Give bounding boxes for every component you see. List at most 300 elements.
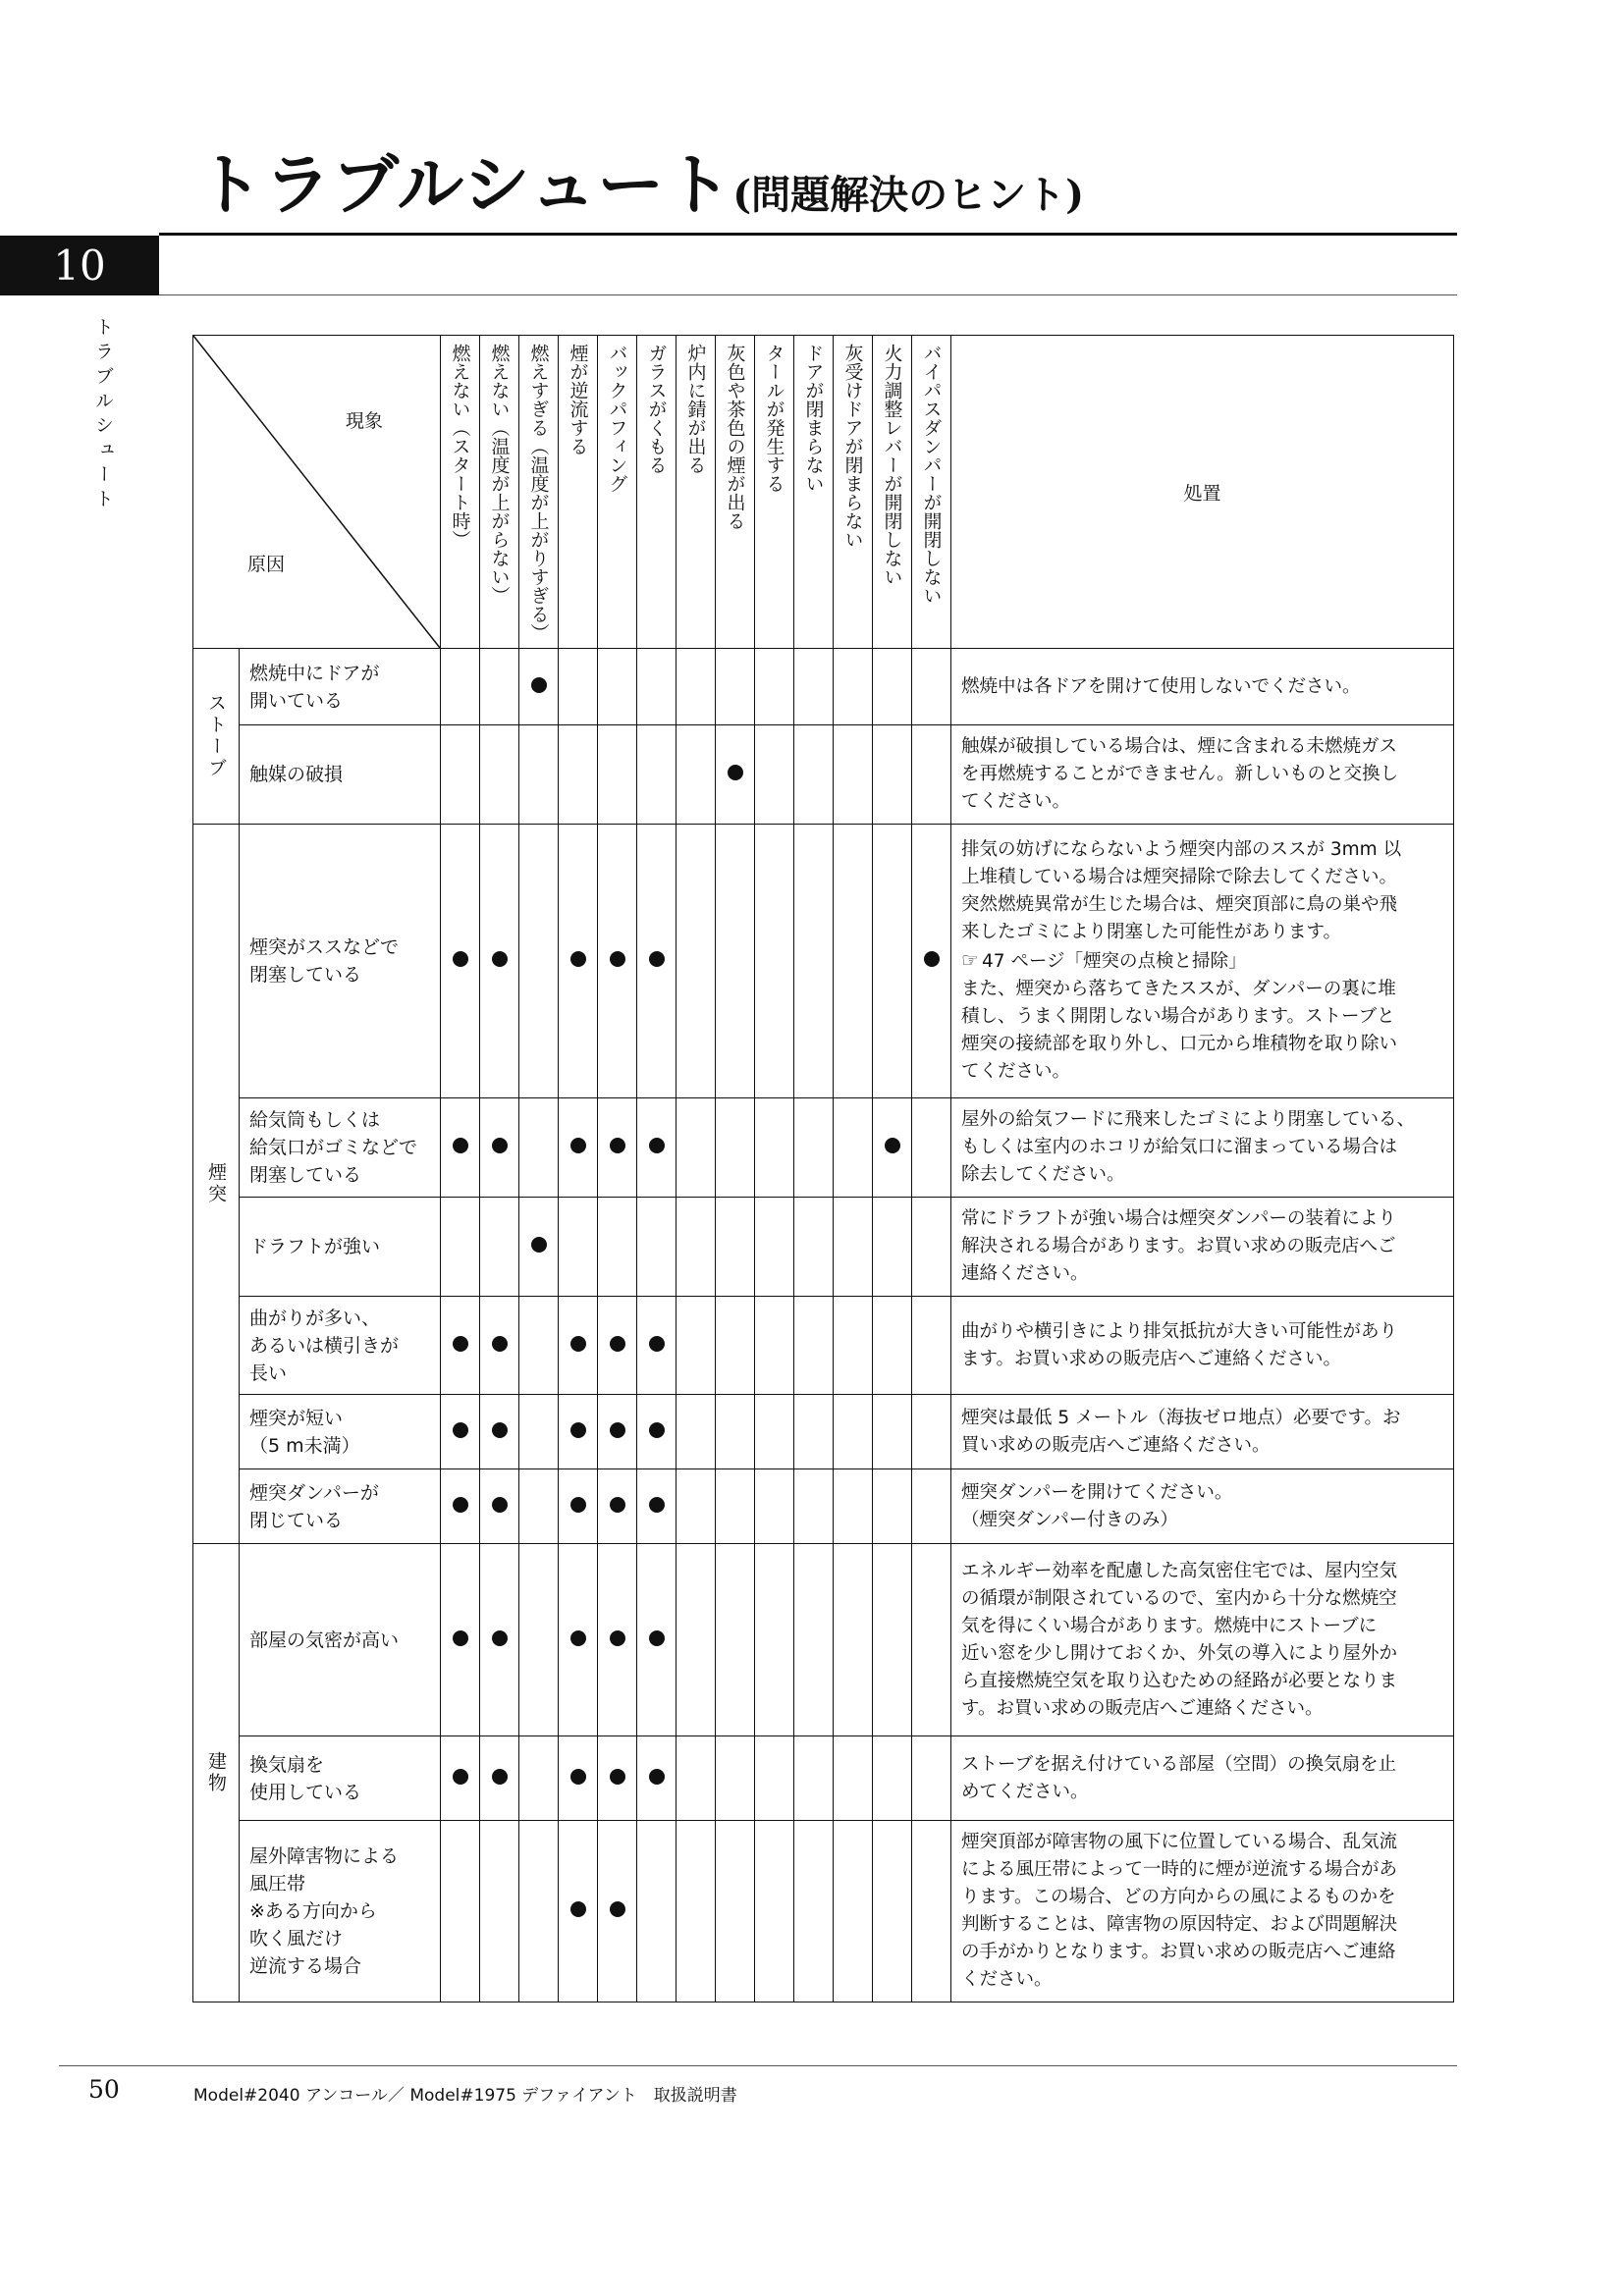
mark-cell: [716, 1544, 755, 1736]
text-line: ります。この場合、どの方向からの風によるものかを: [961, 1887, 1396, 1907]
symptom-label: 燃えない（スタート時）: [449, 344, 471, 549]
corner-label-cause: 原因: [247, 554, 286, 575]
mark-dot: [492, 1422, 508, 1438]
text-line: 曲がりが多い、: [249, 1307, 381, 1329]
mark-dot: [453, 1138, 468, 1153]
mark-cell: [519, 649, 559, 725]
text-line: 上堆積している場合は煙突掃除で除去してください。: [961, 867, 1398, 887]
mark-dot: [570, 1138, 586, 1153]
mark-cell: [834, 649, 873, 725]
mark-cell: [519, 1098, 559, 1198]
text-line: 解決される場合があります。お買い求めの販売店へご: [961, 1236, 1396, 1256]
treatment-cell: [951, 1098, 1454, 1198]
text-line: 来したゴミにより閉塞した可能性があります。: [961, 922, 1342, 942]
mark-cell: [598, 1736, 637, 1821]
mark-cell: [794, 1098, 834, 1198]
mark-dot: [570, 1901, 586, 1917]
mark-cell: [677, 649, 716, 725]
text-line: 燃焼中にドアが: [249, 662, 380, 684]
mark-dot: [492, 1138, 508, 1153]
text-line: 常にドラフトが強い場合は煙突ダンパーの装着により: [961, 1208, 1396, 1229]
footer-rule: [59, 2065, 1457, 2066]
mark-cell: [755, 1736, 794, 1821]
mark-cell: [677, 1098, 716, 1198]
mark-dot: [570, 1336, 586, 1352]
cause-cell: [240, 649, 441, 725]
mark-cell: [834, 1297, 873, 1395]
mark-cell: [677, 1395, 716, 1469]
page-title: [196, 133, 1084, 228]
header-row: [193, 336, 1454, 649]
treatment-cell: [951, 1297, 1454, 1395]
mark-cell: [755, 1098, 794, 1198]
mark-dot: [570, 1497, 586, 1513]
mark-cell: [598, 1198, 637, 1297]
text-line: あるいは横引きが: [249, 1334, 400, 1357]
symptom-header: [755, 336, 794, 649]
text-line: ください。: [961, 1969, 1053, 1990]
mark-cell: [834, 1821, 873, 2002]
text-line: てください。: [961, 1061, 1071, 1082]
mark-cell: [794, 1821, 834, 2002]
mark-cell: [637, 1469, 677, 1544]
symptom-label: ドアが閉まらない: [802, 344, 825, 493]
symptom-header: [873, 336, 912, 649]
table-row: [193, 1544, 1454, 1736]
symptom-header: [441, 336, 480, 649]
side-section-label: トラブルシュート: [92, 317, 114, 513]
mark-cell: [677, 1736, 716, 1821]
text-line: 閉じている: [249, 1509, 344, 1531]
mark-dot: [453, 1422, 468, 1438]
mark-dot: [492, 1630, 508, 1646]
mark-dot: [924, 951, 940, 967]
mark-dot: [610, 1422, 625, 1438]
mark-cell: [519, 1395, 559, 1469]
troubleshooting-table: [192, 335, 1454, 2002]
title-rule: [159, 233, 1457, 236]
table-row: [193, 1395, 1454, 1469]
mark-cell: [480, 1098, 519, 1198]
mark-cell: [912, 1469, 951, 1544]
mark-cell: [677, 1544, 716, 1736]
mark-cell: [755, 1469, 794, 1544]
mark-cell: [912, 1198, 951, 1297]
mark-cell: [519, 1297, 559, 1395]
mark-cell: [480, 1297, 519, 1395]
mark-cell: [794, 649, 834, 725]
mark-cell: [755, 1395, 794, 1469]
table-row: [193, 1098, 1454, 1198]
cause-cell: [240, 1198, 441, 1297]
title-main: トラブルシュート: [196, 146, 733, 225]
page-number: 50: [88, 2075, 120, 2104]
symptom-header: [677, 336, 716, 649]
mark-cell: [559, 825, 598, 1098]
mark-cell: [637, 725, 677, 825]
mark-cell: [637, 649, 677, 725]
mark-cell: [873, 1544, 912, 1736]
corner-header: [193, 336, 441, 649]
mark-cell: [637, 1297, 677, 1395]
text-line: 触媒の破損: [249, 764, 344, 785]
mark-cell: [637, 1198, 677, 1297]
mark-cell: [834, 1098, 873, 1198]
mark-dot: [492, 1497, 508, 1513]
corner-diagonal: [193, 336, 440, 648]
mark-cell: [873, 1469, 912, 1544]
treatment-cell: [951, 1469, 1454, 1544]
mark-cell: [873, 1395, 912, 1469]
mark-dot: [453, 1497, 468, 1513]
mark-dot: [610, 951, 625, 967]
treatment-cell: [951, 725, 1454, 825]
mark-cell: [480, 1821, 519, 2002]
mark-cell: [755, 725, 794, 825]
text-line: 吹く風だけ: [249, 1928, 344, 1949]
symptom-label: 炉内に錆が出る: [684, 344, 707, 474]
text-line: ドラフトが強い: [249, 1236, 381, 1257]
mark-cell: [441, 1297, 480, 1395]
treatment-cell: [951, 1736, 1454, 1821]
symptom-header: [912, 336, 951, 649]
text-line: 買い求めの販売店へご連絡ください。: [961, 1434, 1271, 1456]
treatment-header: 処置: [951, 336, 1454, 649]
mark-dot: [492, 1769, 508, 1785]
mark-cell: [912, 1297, 951, 1395]
mark-cell: [677, 1469, 716, 1544]
mark-dot: [453, 1630, 468, 1646]
treatment-cell: [951, 825, 1454, 1098]
symptom-header: [480, 336, 519, 649]
mark-cell: [873, 1297, 912, 1395]
mark-dot: [885, 1138, 900, 1153]
text-line: ストーブを据え付けている部屋（空間）の換気扇を止: [961, 1753, 1397, 1775]
treatment-cell: [951, 1395, 1454, 1469]
text-line: 煙突は最低 5 メートル（海抜ゼロ地点）必要です。お: [961, 1407, 1401, 1428]
mark-cell: [441, 725, 480, 825]
symptom-label: タールが発生する: [763, 344, 785, 493]
mark-cell: [677, 825, 716, 1098]
mark-cell: [716, 1821, 755, 2002]
mark-cell: [873, 649, 912, 725]
mark-cell: [637, 825, 677, 1098]
mark-cell: [755, 1198, 794, 1297]
header-rule: [159, 294, 1457, 295]
mark-cell: [598, 1297, 637, 1395]
text-line: 近い窓を少し開けておくか、外気の導入により屋外か: [961, 1642, 1398, 1664]
cause-cell: [240, 1297, 441, 1395]
text-line: 給気口がゴミなどで: [249, 1137, 418, 1158]
mark-cell: [834, 725, 873, 825]
mark-dot: [610, 1769, 625, 1785]
mark-dot: [610, 1336, 625, 1352]
mark-cell: [677, 725, 716, 825]
mark-dot: [610, 1497, 625, 1513]
mark-cell: [598, 1821, 637, 2002]
symptom-header: [637, 336, 677, 649]
cause-cell: [240, 1098, 441, 1198]
text-line: 使用している: [249, 1781, 362, 1803]
text-line: 煙突ダンパーを開けてください。: [961, 1481, 1233, 1503]
symptom-header: [559, 336, 598, 649]
mark-cell: [441, 1821, 480, 2002]
text-line: 換気扇を: [249, 1753, 325, 1776]
text-line: 長い: [249, 1362, 288, 1384]
mark-cell: [912, 649, 951, 725]
table-row: [193, 725, 1454, 825]
text-line: 屋外障害物による: [249, 1845, 400, 1867]
mark-cell: [637, 1736, 677, 1821]
text-line: てください。: [961, 791, 1071, 812]
mark-cell: [755, 1544, 794, 1736]
treatment-cell: [951, 1198, 1454, 1297]
mark-cell: [834, 1736, 873, 1821]
text-line: 気を得にくい場合があります。燃焼中にストーブに: [961, 1615, 1378, 1636]
mark-cell: [716, 1297, 755, 1395]
mark-cell: [559, 725, 598, 825]
text-line: 判断することは、障害物の原因特定、および問題解決: [961, 1914, 1398, 1935]
symptom-header: [519, 336, 559, 649]
page-reference-link[interactable]: 47 ページ「煙突の点検と掃除」: [981, 951, 1247, 972]
text-line: （5 m未満）: [249, 1434, 360, 1457]
mark-cell: [559, 1198, 598, 1297]
cause-cell: [240, 725, 441, 825]
mark-cell: [716, 825, 755, 1098]
text-line: 燃焼中は各ドアを開けて使用しないでください。: [961, 675, 1361, 697]
mark-cell: [716, 1098, 755, 1198]
mark-cell: [912, 825, 951, 1098]
mark-cell: [912, 1821, 951, 2002]
mark-cell: [480, 1395, 519, 1469]
cause-cell: [240, 825, 441, 1098]
mark-dot: [649, 1497, 665, 1513]
mark-cell: [637, 1544, 677, 1736]
text-line: エネルギー効率を配慮した高気密住宅では、屋内空気: [961, 1560, 1398, 1581]
symptom-label: 燃えない（温度が上がらない）: [488, 344, 511, 605]
symptom-label: ガラスがくもる: [645, 344, 668, 474]
mark-dot: [492, 951, 508, 967]
symptom-header: [834, 336, 873, 649]
title-subtitle: (問題解決のヒント): [732, 172, 1085, 218]
treatment-cell: [951, 1821, 1454, 2002]
text-line: 開いている: [249, 689, 344, 712]
text-line: また、煙突から落ちてきたススが、ダンパーの裏に堆: [961, 979, 1396, 999]
text-line: 煙突ダンパーが: [249, 1481, 379, 1504]
mark-cell: [441, 1544, 480, 1736]
mark-cell: [598, 1098, 637, 1198]
symptom-label: 火力調整レバーが開閉しない: [881, 344, 903, 586]
group-label: 煙突: [193, 825, 240, 1544]
mark-cell: [519, 1821, 559, 2002]
mark-cell: [794, 1395, 834, 1469]
text-line: 閉塞している: [249, 964, 362, 986]
treatment-cell: [951, 649, 1454, 725]
mark-dot: [610, 1138, 625, 1153]
table-row: [193, 1821, 1454, 2002]
mark-dot: [492, 1336, 508, 1352]
mark-cell: [912, 1736, 951, 1821]
footer-text: Model#2040 アンコール／ Model#1975 デファイアント 取扱説明書: [193, 2086, 737, 2106]
mark-cell: [755, 1821, 794, 2002]
mark-cell: [873, 1821, 912, 2002]
table-body: [193, 649, 1454, 2002]
mark-dot: [453, 1336, 468, 1352]
group-label: 建物: [193, 1544, 240, 2002]
symptom-header: [598, 336, 637, 649]
mark-cell: [441, 825, 480, 1098]
text-line: 排気の妨げにならないよう煙突内部のススが 3mm 以: [961, 839, 1402, 860]
mark-cell: [834, 1469, 873, 1544]
mark-cell: [637, 1395, 677, 1469]
symptom-label: 灰受けドアが閉まらない: [841, 344, 864, 549]
mark-cell: [873, 725, 912, 825]
mark-dot: [649, 1138, 665, 1153]
mark-cell: [834, 1395, 873, 1469]
mark-dot: [649, 1769, 665, 1785]
mark-dot: [570, 1769, 586, 1785]
text-line: （煙突ダンパー付きのみ）: [961, 1509, 1178, 1530]
cause-cell: [240, 1736, 441, 1821]
mark-cell: [441, 649, 480, 725]
page-reference-icon: ☞: [961, 948, 979, 972]
mark-cell: [598, 725, 637, 825]
mark-cell: [559, 1098, 598, 1198]
mark-cell: [519, 1198, 559, 1297]
symptom-header: [716, 336, 755, 649]
mark-cell: [794, 1469, 834, 1544]
mark-cell: [873, 825, 912, 1098]
mark-cell: [519, 725, 559, 825]
text-line: 曲がりや横引きにより排気抵抗が大きい可能性があり: [961, 1320, 1398, 1342]
mark-cell: [598, 1544, 637, 1736]
table-row: [193, 825, 1454, 1098]
mark-cell: [794, 1544, 834, 1736]
mark-cell: [441, 1198, 480, 1297]
mark-dot: [610, 1630, 625, 1646]
mark-cell: [716, 1395, 755, 1469]
text-line: の循環が制限されているので、室内から十分な燃焼空: [961, 1587, 1397, 1609]
mark-cell: [834, 825, 873, 1098]
mark-dot: [610, 1901, 625, 1917]
mark-cell: [637, 1098, 677, 1198]
mark-cell: [480, 1736, 519, 1821]
mark-cell: [598, 825, 637, 1098]
mark-cell: [480, 1469, 519, 1544]
mark-cell: [480, 825, 519, 1098]
mark-cell: [441, 1098, 480, 1198]
text-line: 煙突の接続部を取り外し、口元から堆積物を取り除い: [961, 1034, 1398, 1054]
mark-cell: [559, 649, 598, 725]
mark-cell: [794, 1297, 834, 1395]
group-label: ストーブ: [193, 649, 240, 825]
text-line: 煙突がススなどで: [249, 936, 400, 958]
table-row: [193, 649, 1454, 725]
mark-cell: [480, 1198, 519, 1297]
text-line: 煙突頂部が障害物の風下に位置している場合、乱気流: [961, 1832, 1398, 1852]
text-line: による風圧帯によって一時的に煙が逆流する場合があ: [961, 1859, 1398, 1880]
text-line: す。お買い求めの販売店へご連絡ください。: [961, 1697, 1324, 1719]
text-line: 風圧帯: [249, 1873, 306, 1895]
mark-dot: [453, 951, 468, 967]
mark-dot: [649, 1422, 665, 1438]
text-line: もしくは室内のホコリが給気口に溜まっている場合は: [961, 1137, 1398, 1157]
symptom-label: 灰色や茶色の煙が出る: [724, 344, 746, 530]
treatment-cell: [951, 1544, 1454, 1736]
mark-cell: [677, 1297, 716, 1395]
text-line: ※ある方向から: [249, 1900, 377, 1922]
text-line: 逆流する場合: [249, 1955, 362, 1977]
mark-dot: [570, 951, 586, 967]
mark-cell: [598, 649, 637, 725]
chapter-number: 10: [0, 236, 159, 295]
mark-cell: [755, 1297, 794, 1395]
mark-dot: [531, 1237, 547, 1253]
symptom-label: バイパスダンパーが開閉しない: [920, 344, 943, 605]
text-line: 閉塞している: [249, 1164, 362, 1186]
mark-dot: [649, 951, 665, 967]
mark-cell: [873, 1198, 912, 1297]
mark-cell: [598, 1395, 637, 1469]
text-line: 部屋の気密が高い: [249, 1629, 400, 1651]
mark-cell: [677, 1198, 716, 1297]
mark-cell: [559, 1395, 598, 1469]
corner-label-phenomenon: 現象: [346, 410, 384, 432]
cause-cell: [240, 1469, 441, 1544]
mark-cell: [912, 725, 951, 825]
mark-cell: [834, 1198, 873, 1297]
mark-dot: [649, 1630, 665, 1646]
mark-cell: [912, 1544, 951, 1736]
mark-dot: [570, 1422, 586, 1438]
mark-cell: [559, 1469, 598, 1544]
mark-cell: [794, 825, 834, 1098]
mark-cell: [794, 725, 834, 825]
mark-cell: [559, 1297, 598, 1395]
mark-cell: [716, 649, 755, 725]
mark-cell: [519, 1544, 559, 1736]
mark-dot: [531, 677, 547, 693]
mark-cell: [716, 1469, 755, 1544]
symptom-label: 煙が逆流する: [567, 344, 589, 455]
mark-cell: [755, 649, 794, 725]
mark-cell: [559, 1736, 598, 1821]
text-line: ます。お買い求めの販売店へご連絡ください。: [961, 1348, 1342, 1369]
mark-cell: [873, 1098, 912, 1198]
mark-cell: [755, 825, 794, 1098]
symptom-label: バックパフィング: [606, 344, 628, 493]
text-line: 煙突が短い: [249, 1407, 344, 1429]
mark-cell: [794, 1198, 834, 1297]
text-line: 積し、うまく開閉しない場合があります。ストーブと: [961, 1006, 1395, 1027]
table-row: [193, 1297, 1454, 1395]
mark-cell: [834, 1544, 873, 1736]
mark-cell: [519, 825, 559, 1098]
text-line: 除去してください。: [961, 1164, 1125, 1185]
table-row: [193, 1736, 1454, 1821]
cause-cell: [240, 1821, 441, 2002]
text-line: の手がかりとなります。お買い求めの販売店へご連絡: [961, 1942, 1396, 1962]
mark-cell: [480, 725, 519, 825]
mark-cell: [716, 1736, 755, 1821]
mark-cell: [912, 1098, 951, 1198]
mark-cell: [480, 1544, 519, 1736]
mark-cell: [519, 1469, 559, 1544]
mark-cell: [598, 1469, 637, 1544]
mark-dot: [570, 1630, 586, 1646]
table-row: [193, 1198, 1454, 1297]
mark-cell: [677, 1821, 716, 2002]
